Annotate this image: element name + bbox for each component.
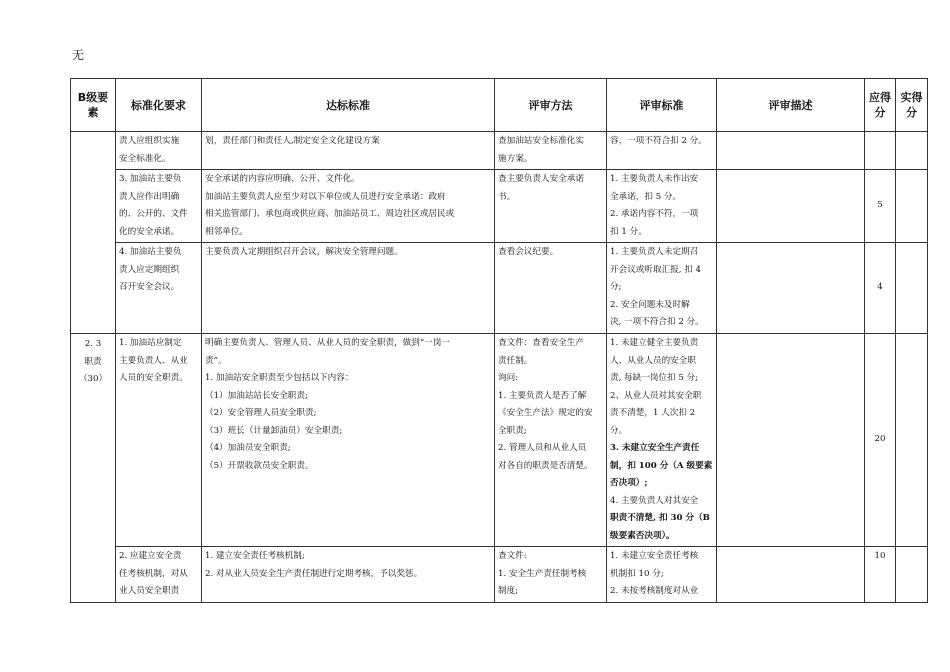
cell-line: 《安全生产法》规定的安: [498, 408, 593, 418]
cell-requirement: [116, 547, 202, 603]
cell-line: 查加油站安全标准化实: [498, 136, 584, 146]
cell-line: 1. 安全生产责任制考核: [498, 568, 587, 579]
cell-element: [71, 132, 116, 334]
cell-actual: [896, 334, 928, 547]
cell-line: （5）开票收款员安全职责。: [205, 460, 314, 471]
cell-standard: [202, 243, 495, 334]
cell-line: 2. 应建立安全责: [119, 551, 182, 561]
header-points-due: 应得分: [865, 79, 896, 132]
cell-line: （30）: [78, 374, 108, 384]
cell-standard: [202, 170, 495, 243]
table-row: [71, 243, 928, 334]
cell-line: 主要负责人定期组织召开会议，解决安全管理问题。: [205, 247, 403, 257]
header-points-actual: 实得分: [896, 79, 928, 132]
cell-line: 全承诺，扣 5 分。: [610, 191, 682, 202]
cell-description: [717, 243, 865, 334]
table-row: [71, 547, 928, 603]
cell-points: 4: [865, 243, 896, 334]
cell-line: 安全标准化。: [119, 153, 171, 164]
table-header-row: [71, 79, 928, 132]
cell-line: 4. 加油站主要负: [119, 247, 182, 257]
cell-line: 相邻单位。: [205, 226, 248, 237]
cell-line: 施方案。: [498, 153, 533, 164]
header-criteria: 评审标准: [607, 79, 717, 132]
cell-line: （2）安全管理人员安全职责;: [205, 408, 317, 418]
cell-description: [717, 132, 865, 170]
cell-method: [495, 170, 607, 243]
cell-line: 1. 主要负责人是否了解: [498, 390, 587, 401]
cell-line: 分;: [610, 282, 622, 292]
cell-line: 相关监管部门、承包商或供应商、加油站员工、周边社区或居民或: [205, 209, 455, 219]
cell-line: 1. 未建立安全责任考核: [610, 551, 699, 561]
cell-requirement: [116, 170, 202, 243]
header-requirement: 标准化要求: [116, 79, 202, 132]
cell-line: 划，责任部门和责任人,制定安全文化建设方案: [205, 136, 380, 146]
cell-line: （3）班长（计量卸油员）安全职责;: [205, 425, 343, 436]
cell-points: [865, 132, 896, 170]
cell-line: 2. 安全问题未及时解: [610, 299, 690, 310]
cell-line: 召开安全会议。: [119, 282, 180, 292]
cell-line: 2. 管理人员和从业人员: [498, 443, 587, 453]
cell-points: 5: [865, 170, 896, 243]
cell-line: 明确主要负责人、管理人员、从业人员的安全职责，做到“一岗一: [205, 338, 451, 348]
header-method: 评审方法: [495, 79, 607, 132]
cell-line: 1. 未建立健全主要负责: [610, 338, 699, 348]
cell-method: [495, 547, 607, 603]
table-row: [71, 132, 928, 170]
cell-line: 全职责;: [498, 425, 527, 436]
cell-line: 安全承诺的内容应明确、公开、文件化。: [205, 174, 360, 184]
cell-line: 级要素否决项）。: [610, 530, 675, 541]
cell-line: 否决项）;: [610, 478, 648, 488]
table-row: [71, 170, 928, 243]
cell-actual: [896, 170, 928, 243]
cell-criteria: [607, 334, 717, 547]
cell-line: 人员的安全职责。: [119, 373, 188, 383]
cell-requirement: [116, 132, 202, 170]
cell-line: 主要负责人、从业: [119, 355, 188, 366]
cell-line: 2. 3: [84, 339, 102, 349]
cell-line: 责任制。: [498, 355, 533, 366]
cell-element: [71, 334, 116, 603]
cell-line: （4）加油员安全职责;: [205, 443, 291, 453]
cell-line: 2. 对从业人员安全生产责任制进行定期考核，予以奖惩。: [205, 568, 423, 579]
cell-actual: [896, 547, 928, 603]
cell-description: [717, 547, 865, 603]
cell-line: 责人应定期组织: [119, 264, 180, 275]
cell-line: 机制扣 10 分;: [610, 568, 664, 579]
cell-line: 查文件：查看安全生产: [498, 338, 584, 348]
cell-line: 开会议或听取汇报, 扣 4: [610, 264, 702, 275]
cell-line: 容，一项不符合扣 2 分。: [610, 136, 707, 146]
cell-line: 化的安全承诺。: [119, 226, 180, 237]
cell-line: 人、从业人员的安全职: [610, 355, 696, 366]
cell-line: 业人员安全职责: [119, 586, 180, 596]
header-standard: 达标标准: [202, 79, 495, 132]
cell-actual: [896, 243, 928, 334]
cell-line: 职责不清楚, 扣 30 分（B: [610, 513, 710, 523]
cell-line: 3. 未建立安全生产责任: [610, 443, 700, 453]
cell-line: 责人应组织实施: [119, 136, 180, 146]
cell-line: 2. 承诺内容不符，一项: [610, 209, 699, 219]
cell-actual: [896, 132, 928, 170]
cell-line: 询问:: [498, 373, 519, 383]
cell-line: 查看会议纪要。: [498, 247, 559, 257]
cell-method: [495, 132, 607, 170]
cell-criteria: [607, 170, 717, 243]
cell-line: 查文件:: [498, 551, 527, 561]
cell-description: [717, 170, 865, 243]
header-description: 评审描述: [717, 79, 865, 132]
cell-line: 3. 加油站主要负: [119, 174, 182, 184]
cell-line: 责”。: [205, 355, 227, 366]
cell-line: 1. 建立安全责任考核机制;: [205, 551, 305, 561]
cell-criteria: [607, 243, 717, 334]
cell-line: 1. 主要负责人未作出安: [610, 174, 699, 184]
cell-line: 2. 未按考核制度对从业: [610, 586, 699, 596]
cell-line: 查主要负责人安全承诺: [498, 174, 584, 184]
cell-standard: [202, 132, 495, 170]
standards-table: [70, 78, 928, 603]
cell-line: 责, 每缺一岗位扣 5 分;: [610, 373, 699, 383]
cell-requirement: [116, 334, 202, 547]
cell-standard: [202, 334, 495, 547]
cell-line: 1. 主要负责人未定期召: [610, 247, 699, 257]
cell-line: 1. 加油站安全职责至少包括以下内容：: [205, 373, 354, 383]
cell-criteria: [607, 547, 717, 603]
cell-method: [495, 334, 607, 547]
cell-line: 对各自的职责是否清楚。: [498, 460, 593, 471]
cell-line: 加油站主要负责人应至少对以下单位或人员进行安全承诺：政府: [205, 191, 446, 202]
top-note: 无: [72, 48, 85, 62]
cell-line: 责不清楚，1 人次扣 2: [610, 408, 696, 418]
cell-line: 职责: [84, 356, 102, 367]
cell-requirement: [116, 243, 202, 334]
cell-standard: [202, 547, 495, 603]
cell-line: 的、公开的、文件: [119, 209, 188, 219]
cell-line: （1）加油站站长安全职责;: [205, 390, 308, 401]
cell-description: [717, 334, 865, 547]
cell-line: 2、从业人员对其安全职: [610, 390, 702, 401]
cell-line: 制度;: [498, 586, 519, 596]
header-b-element: B级要素: [71, 79, 116, 132]
cell-line: 分。: [610, 425, 628, 436]
cell-criteria: [607, 132, 717, 170]
cell-line: 责人应作出明确: [119, 191, 180, 202]
cell-line: 制，扣 100 分（A 级要素: [610, 460, 713, 471]
cell-line: 1. 加油站应制定: [119, 338, 182, 348]
cell-method: [495, 243, 607, 334]
cell-line: 4. 主要负责人对其安全: [610, 495, 699, 506]
cell-points: 10: [865, 547, 896, 603]
cell-line: 书。: [498, 191, 516, 202]
table-row: [71, 334, 928, 547]
cell-points: 20: [865, 334, 896, 547]
cell-line: 任考核机制，对从: [119, 568, 188, 579]
cell-line: 扣 1 分。: [610, 226, 647, 237]
cell-line: 决, 一项不符合扣 2 分。: [610, 317, 704, 327]
